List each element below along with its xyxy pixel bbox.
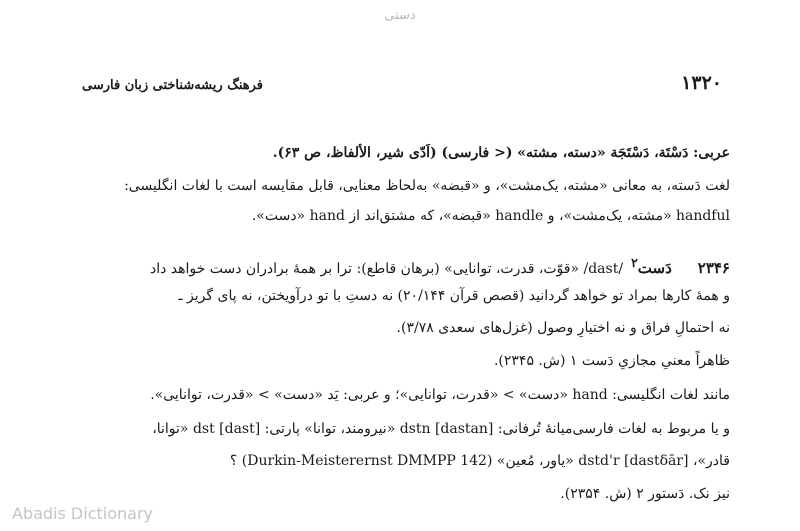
running-title: فرهنگ ریشه‌شناختی زبان فارسی — [82, 78, 263, 93]
entry-definition: /dast/ «قوّت، قدرت، توانایی» (برهان قاطع): ترا بر همهٔ برادران دست خواهد داد — [149, 261, 624, 277]
text-line-3: handful «مشته، یک‌مشت»، و handle «قبضه»، که مشتق‌اند از hand «دست». — [251, 208, 730, 224]
headword-superscript: ۲ — [631, 255, 638, 270]
text-line-8: مانند لغات انگلیسی: hand «دست» > «قدرت، توانایی»؛ و عربی: یَد «دست» > «قدرت، توانایی». — [150, 387, 730, 403]
page-number: ۱۳۲۰ — [681, 72, 722, 94]
entry-number: ۲۳۴۶ — [697, 259, 730, 277]
text-line-7: ظاهراً معنیِ مجازیِ دَست ۱ (ش. ۲۳۴۵). — [493, 353, 730, 369]
text-line-2: لغت دَسته، به معانی «مشته، یک‌مشت»، و «قبضه» به‌لحاظ معنایی، قابل مقایسه است با لغات انگلیسی: — [124, 178, 730, 194]
headword — [631, 255, 672, 277]
text-line-10: قادر»، [dastδār] dstd'r «یاور، مُعین» (Durkin-Meisterernst DMMPP 142) ؟ — [229, 453, 730, 469]
text-line-6: نه احتمالِ فراق و نه اختیارِ وصول (غزل‌های سعدی ۳/۷۸). — [396, 320, 730, 336]
entry-line-head — [70, 253, 730, 279]
text-line-11: نیز نک. دَستور ۲ (ش. ۲۳۵۴). — [560, 486, 730, 502]
headword-text: دَست — [637, 259, 672, 277]
text-line-1: عربی: دَسْتَة، دَسْتَجَة «دسته، مشته» (< فارسی) (اَدّی شیر، الألفاظ، ص ۶۳). — [272, 145, 730, 161]
text-line-5: و همهٔ کارها بمراد تو خواهد گردانید (قصص قرآن ۲۰/۱۴۴) نه دستِ با تو درآویختن، نه پای گریز ـ — [178, 288, 730, 304]
page-top-label: دستی — [384, 8, 416, 23]
text-line-9: و یا مربوط به لغات فارسی‌میانهٔ تُرفانی: dstn [dastan] «نیرومند، توانا» پارتی: dst [dast] «توانا، — [152, 421, 730, 437]
watermark: Abadis Dictionary — [12, 504, 153, 523]
